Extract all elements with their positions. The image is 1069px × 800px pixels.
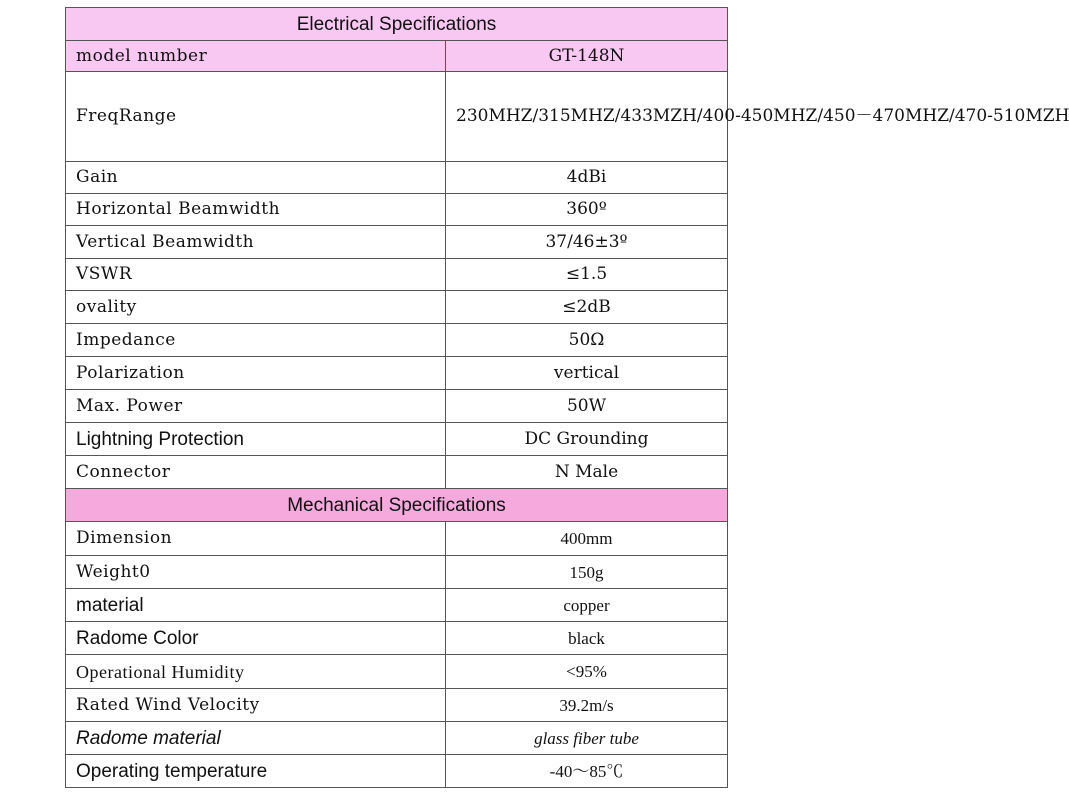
spec-value: 400mm <box>446 522 728 556</box>
table-row <box>66 722 728 755</box>
table-row <box>66 41 728 72</box>
spec-value: 230MHZ/315MHZ/433MZH/400-450MHZ/450－470MHZ/470-510MZH <box>446 72 728 162</box>
spec-value: 50Ω <box>446 324 728 357</box>
table-row <box>66 324 728 357</box>
spec-value: 150g <box>446 556 728 589</box>
table-row <box>66 755 728 788</box>
spec-value: DC Grounding <box>446 423 728 456</box>
spec-value: copper <box>446 589 728 622</box>
spec-label: material <box>66 589 446 622</box>
section-header-mechanical <box>66 489 728 522</box>
spec-label: FreqRange <box>66 72 446 162</box>
spec-label: Operational Humidity <box>66 655 446 689</box>
spec-value: vertical <box>446 357 728 390</box>
spec-value: <95% <box>446 655 728 689</box>
table-row <box>66 390 728 423</box>
spec-value: GT-148N <box>446 41 728 72</box>
spec-label: Gain <box>66 162 446 194</box>
table-row <box>66 162 728 194</box>
spec-label: VSWR <box>66 259 446 291</box>
section-title: Electrical Specifications <box>66 8 728 41</box>
table-row <box>66 259 728 291</box>
spec-label: Vertical Beamwidth <box>66 226 446 259</box>
spec-label: Lightning Protection <box>66 423 446 456</box>
table-row <box>66 423 728 456</box>
spec-label: Horizontal Beamwidth <box>66 194 446 226</box>
table-row <box>66 655 728 689</box>
spec-value: ≤2dB <box>446 291 728 324</box>
table-row <box>66 72 728 162</box>
table-row <box>66 194 728 226</box>
spec-value: black <box>446 622 728 655</box>
spec-table <box>65 7 1069 788</box>
spec-value: 37/46±3º <box>446 226 728 259</box>
spec-label: Radome Color <box>66 622 446 655</box>
spec-label: Max. Power <box>66 390 446 423</box>
table-row <box>66 689 728 722</box>
table-row <box>66 357 728 390</box>
spec-value: 50W <box>446 390 728 423</box>
spec-value: -40～85℃ <box>446 755 728 788</box>
table-row <box>66 622 728 655</box>
spec-value: glass fiber tube <box>446 722 728 755</box>
spec-label: Weight0 <box>66 556 446 589</box>
spec-label: Dimension <box>66 522 446 556</box>
spec-label: Radome material <box>66 722 446 755</box>
table-row <box>66 522 728 556</box>
section-header-electrical <box>66 8 728 41</box>
spec-value: N Male <box>446 456 728 489</box>
spec-label: Polarization <box>66 357 446 390</box>
spec-value: ≤1.5 <box>446 259 728 291</box>
spec-label: Rated Wind Velocity <box>66 689 446 722</box>
table-row <box>66 456 728 489</box>
spec-label: Impedance <box>66 324 446 357</box>
spec-value: 39.2m/s <box>446 689 728 722</box>
table-row <box>66 556 728 589</box>
table-row <box>66 291 728 324</box>
spec-label: Connector <box>66 456 446 489</box>
spec-value: 360º <box>446 194 728 226</box>
spec-label: model number <box>66 41 446 72</box>
section-title: Mechanical Specifications <box>66 489 728 522</box>
table-row <box>66 226 728 259</box>
spec-label: ovality <box>66 291 446 324</box>
table-row <box>66 589 728 622</box>
spec-label: Operating temperature <box>66 755 446 788</box>
spec-value: 4dBi <box>446 162 728 194</box>
